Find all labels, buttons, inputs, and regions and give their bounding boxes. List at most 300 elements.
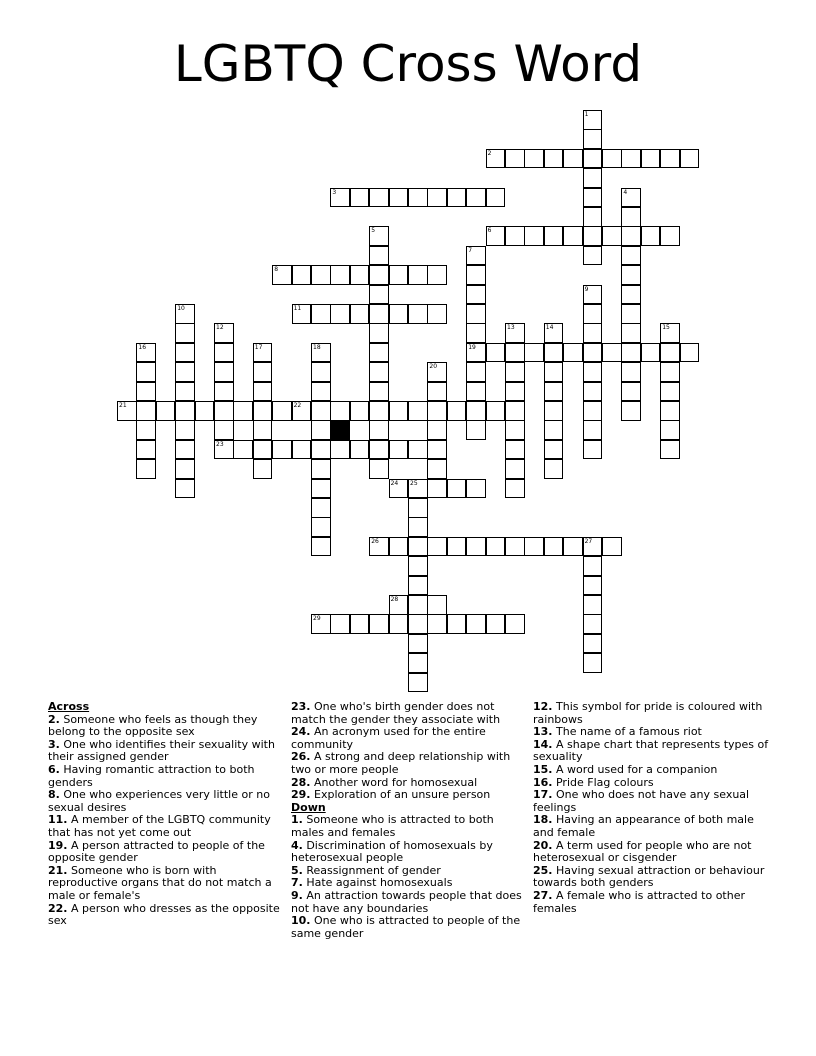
grid-cell[interactable]: [621, 304, 641, 324]
grid-cell[interactable]: [136, 343, 156, 363]
down-header: Down: [291, 800, 326, 814]
grid-cell[interactable]: [311, 537, 331, 557]
grid-cell[interactable]: [389, 614, 409, 634]
grid-cell[interactable]: [253, 362, 273, 382]
grid-cell[interactable]: [214, 382, 234, 402]
clue-number: 19: [468, 343, 476, 351]
clue-number: 5: [371, 227, 376, 235]
grid-cell[interactable]: [369, 537, 389, 557]
grid-cell[interactable]: [583, 110, 603, 130]
grid-cell[interactable]: [427, 382, 447, 402]
across-clue: 6. Having romantic attraction to both genders: [48, 762, 255, 789]
grid-cell[interactable]: [641, 343, 661, 363]
grid-cell[interactable]: [583, 420, 603, 440]
grid-cell[interactable]: [311, 401, 331, 421]
grid-cell[interactable]: [369, 188, 389, 208]
grid-cell[interactable]: [408, 556, 428, 576]
grid-cell[interactable]: [175, 343, 195, 363]
grid-cell[interactable]: [272, 265, 292, 285]
grid-cell[interactable]: [311, 517, 331, 537]
down-clue: 5. Reassignment of gender: [291, 863, 441, 877]
clue-number: 7: [468, 246, 473, 254]
grid-cell[interactable]: [136, 440, 156, 460]
grid-cell[interactable]: [369, 226, 389, 246]
grid-cell[interactable]: [583, 576, 603, 596]
grid-cell[interactable]: [253, 343, 273, 363]
grid-cell[interactable]: [233, 440, 253, 460]
grid-cell[interactable]: [544, 323, 564, 343]
grid-cell[interactable]: [330, 440, 350, 460]
grid-cell[interactable]: [369, 440, 389, 460]
grid-cell[interactable]: [466, 537, 486, 557]
down-clue: 20. A term used for people who are not heterosexual or cisgender: [533, 838, 752, 865]
grid-cell[interactable]: [563, 343, 583, 363]
across-clue: 24. An acronym used for the entire community: [291, 725, 486, 751]
grid-cell[interactable]: [621, 226, 641, 246]
grid-cell[interactable]: [175, 401, 195, 421]
clue-column-3: [533, 701, 769, 915]
grid-cell[interactable]: [292, 265, 312, 285]
grid-cell[interactable]: [369, 459, 389, 479]
grid-cell[interactable]: [350, 614, 370, 634]
grid-cell[interactable]: [621, 401, 641, 421]
grid-cell[interactable]: [408, 517, 428, 537]
grid-cell[interactable]: [389, 537, 409, 557]
grid-cell[interactable]: [311, 479, 331, 499]
grid-cell[interactable]: [466, 420, 486, 440]
grid-cell[interactable]: [350, 188, 370, 208]
grid-cell[interactable]: [233, 401, 253, 421]
across-clue: 21. Someone who is born with reproductive organs that do not match a male or female's: [48, 863, 272, 902]
grid-cell[interactable]: [621, 188, 641, 208]
down-clue: 12. This symbol for pride is coloured with rainbows: [533, 700, 763, 726]
grid-cell[interactable]: [350, 440, 370, 460]
grid-cell[interactable]: [524, 343, 544, 363]
clue-number: 14: [545, 324, 554, 332]
grid-cell[interactable]: [311, 498, 331, 518]
grid-cell[interactable]: [583, 168, 603, 188]
grid-cell[interactable]: [602, 149, 622, 169]
clue-number: 16: [138, 343, 147, 351]
across-clue: 22. A person who dresses as the opposite sex: [48, 901, 280, 928]
grid-cell[interactable]: [369, 362, 389, 382]
grid-cell[interactable]: [621, 265, 641, 285]
grid-cell[interactable]: [466, 479, 486, 499]
grid-cell[interactable]: [660, 226, 680, 246]
grid-cell[interactable]: [311, 304, 331, 324]
grid-cell[interactable]: [408, 537, 428, 557]
grid-cell[interactable]: [389, 188, 409, 208]
grid-cell[interactable]: [408, 188, 428, 208]
grid-cell[interactable]: [602, 537, 622, 557]
grid-cell[interactable]: [544, 401, 564, 421]
grid-cell[interactable]: [369, 614, 389, 634]
grid-cell[interactable]: [583, 537, 603, 557]
grid-cell[interactable]: [136, 420, 156, 440]
grid-cell[interactable]: [330, 265, 350, 285]
grid-cell[interactable]: [524, 149, 544, 169]
down-clue: 25. Having sexual attraction or behaviour towards both genders: [533, 863, 765, 890]
clue-number: 17: [254, 343, 263, 351]
grid-cell[interactable]: [466, 614, 486, 634]
grid-cell[interactable]: [253, 440, 273, 460]
across-clue: 19. A person attracted to people of the opposite gender: [48, 838, 265, 865]
clue-column-1: [48, 701, 284, 928]
grid-cell[interactable]: [486, 343, 506, 363]
grid-cell[interactable]: [427, 440, 447, 460]
grid-cell[interactable]: [136, 401, 156, 421]
grid-cell[interactable]: [447, 401, 467, 421]
grid-cell[interactable]: [408, 401, 428, 421]
down-clue: 1. Someone who is attracted to both males and females: [291, 813, 494, 839]
grid-cell[interactable]: [408, 479, 428, 499]
grid-cell[interactable]: [214, 323, 234, 343]
down-clue-list-continued: [533, 701, 769, 915]
grid-cell[interactable]: [641, 149, 661, 169]
down-clue-list: [291, 814, 527, 940]
grid-cell[interactable]: [175, 440, 195, 460]
grid-cell[interactable]: [369, 382, 389, 402]
grid-cell[interactable]: [272, 440, 292, 460]
grid-cell[interactable]: [621, 362, 641, 382]
down-clue: 18. Having an appearance of both male and female: [533, 813, 754, 839]
grid-cell[interactable]: [583, 653, 603, 673]
grid-cell[interactable]: [505, 479, 525, 499]
grid-cell[interactable]: [408, 576, 428, 596]
grid-cell[interactable]: [117, 401, 137, 421]
grid-cell[interactable]: [660, 323, 680, 343]
across-clue: 2. Someone who feels as though they belong to the opposite sex: [48, 712, 258, 739]
grid-cell[interactable]: [311, 343, 331, 363]
clue-number: 28: [390, 596, 399, 603]
grid-cell[interactable]: [408, 304, 428, 324]
grid-cell[interactable]: [544, 343, 564, 363]
grid-cell[interactable]: [563, 226, 583, 246]
grid-cell[interactable]: [330, 304, 350, 324]
across-header: Across: [48, 700, 90, 713]
across-clue: 11. A member of the LGBTQ community that has not yet come out: [48, 813, 271, 839]
grid-cell[interactable]: [427, 265, 447, 285]
grid-cell[interactable]: [486, 188, 506, 208]
grid-cell[interactable]: [583, 401, 603, 421]
grid-cell[interactable]: [427, 595, 447, 615]
grid-cell[interactable]: [466, 382, 486, 402]
grid-cell[interactable]: [660, 440, 680, 460]
grid-cell[interactable]: [427, 188, 447, 208]
grid-cell[interactable]: [466, 304, 486, 324]
grid-cell[interactable]: [408, 673, 428, 693]
grid-cell[interactable]: [583, 188, 603, 208]
grid-cell[interactable]: [292, 304, 312, 324]
clue-number: 2: [487, 149, 492, 157]
grid-cell[interactable]: [136, 459, 156, 479]
grid-cell[interactable]: [408, 634, 428, 654]
grid-cell[interactable]: [350, 304, 370, 324]
grid-cell[interactable]: [505, 323, 525, 343]
grid-cell[interactable]: [466, 401, 486, 421]
grid-cell[interactable]: [660, 149, 680, 169]
clue-number: 13: [507, 324, 515, 332]
grid-cell[interactable]: [195, 401, 215, 421]
grid-cell[interactable]: [544, 459, 564, 479]
down-clue: 9. An attraction towards people that does not have any boundaries: [291, 888, 522, 915]
clue-number: 11: [293, 305, 302, 312]
grid-cell[interactable]: [408, 265, 428, 285]
grid-cell[interactable]: [330, 614, 350, 634]
grid-cell[interactable]: [486, 614, 506, 634]
grid-cell[interactable]: [660, 343, 680, 363]
grid-cell[interactable]: [427, 401, 447, 421]
grid-cell[interactable]: [350, 401, 370, 421]
across-clue: 29. Exploration of an unsure person: [291, 788, 491, 802]
clue-number: 9: [584, 285, 589, 293]
grid-cell[interactable]: [583, 634, 603, 654]
across-clue-list: [48, 714, 284, 928]
grid-cell[interactable]: [621, 285, 641, 305]
grid-cell[interactable]: [680, 343, 700, 363]
grid-cell[interactable]: [466, 362, 486, 382]
grid-cell[interactable]: [369, 285, 389, 305]
grid-cell[interactable]: [602, 343, 622, 363]
grid-cell[interactable]: [660, 382, 680, 402]
grid-cell[interactable]: [466, 323, 486, 343]
grid-cell[interactable]: [505, 420, 525, 440]
grid-cell[interactable]: [544, 382, 564, 402]
across-clue: 3. One who identifies their sexuality with their assigned gender: [48, 737, 275, 764]
clue-number: 20: [429, 363, 438, 371]
grid-cell[interactable]: [175, 479, 195, 499]
grid-cell[interactable]: [311, 420, 331, 440]
grid-cell[interactable]: [563, 537, 583, 557]
grid-cell[interactable]: [175, 382, 195, 402]
grid-cell[interactable]: [389, 304, 409, 324]
grid-cell[interactable]: [427, 362, 447, 382]
grid-cell[interactable]: [369, 246, 389, 266]
grid-cell[interactable]: [505, 343, 525, 363]
grid-cell[interactable]: [660, 420, 680, 440]
grid-cell[interactable]: [447, 614, 467, 634]
grid-cell[interactable]: [369, 265, 389, 285]
grid-cell[interactable]: [544, 420, 564, 440]
clue-number: 18: [313, 343, 321, 351]
grid-cell[interactable]: [583, 207, 603, 227]
grid-cell[interactable]: [505, 362, 525, 382]
grid-cell[interactable]: [583, 556, 603, 576]
clue-number: 27: [584, 537, 593, 545]
grid-cell[interactable]: [272, 401, 292, 421]
grid-cell[interactable]: [330, 401, 350, 421]
grid-cell[interactable]: [389, 265, 409, 285]
grid-cell[interactable]: [505, 226, 525, 246]
grid-cell[interactable]: [544, 226, 564, 246]
grid-cell[interactable]: [253, 459, 273, 479]
grid-cell[interactable]: [253, 401, 273, 421]
grid-cell[interactable]: [466, 285, 486, 305]
grid-cell[interactable]: [427, 614, 447, 634]
grid-cell[interactable]: [583, 362, 603, 382]
grid-cell[interactable]: [505, 459, 525, 479]
clue-number: 26: [371, 537, 379, 545]
grid-cell[interactable]: [369, 323, 389, 343]
grid-cell[interactable]: [369, 420, 389, 440]
grid-cell[interactable]: [583, 129, 603, 149]
grid-cell[interactable]: [427, 304, 447, 324]
grid-cell[interactable]: [311, 440, 331, 460]
grid-cell[interactable]: [408, 595, 428, 615]
grid-cell[interactable]: [311, 459, 331, 479]
grid-cell[interactable]: [505, 537, 525, 557]
grid-cell[interactable]: [544, 149, 564, 169]
grid-cell[interactable]: [389, 440, 409, 460]
grid-cell[interactable]: [447, 188, 467, 208]
grid-cell[interactable]: [466, 246, 486, 266]
clue-number: 1: [584, 111, 589, 118]
clue-number: 29: [313, 615, 321, 623]
page-title: LGBTQ Cross Word: [173, 35, 643, 93]
grid-cell[interactable]: [544, 362, 564, 382]
grid-cell[interactable]: [214, 440, 234, 460]
grid-cell[interactable]: [389, 401, 409, 421]
grid-cell[interactable]: [524, 226, 544, 246]
grid-cell[interactable]: [505, 149, 525, 169]
grid-cell[interactable]: [311, 382, 331, 402]
clue-number: 25: [410, 479, 418, 487]
clue-number: 8: [274, 266, 279, 274]
clue-number: 24: [390, 479, 399, 487]
down-clue: 27. A female who is attracted to other females: [533, 888, 745, 915]
grid-cell[interactable]: [311, 362, 331, 382]
grid-cell[interactable]: [214, 401, 234, 421]
grid-cell[interactable]: [175, 362, 195, 382]
grid-cell[interactable]: [427, 537, 447, 557]
grid-cell[interactable]: [583, 149, 603, 169]
grid-cell[interactable]: [583, 595, 603, 615]
grid-cell[interactable]: [408, 498, 428, 518]
black-square: [330, 420, 350, 440]
grid-cell[interactable]: [660, 401, 680, 421]
grid-cell[interactable]: [660, 362, 680, 382]
grid-cell[interactable]: [583, 246, 603, 266]
grid-cell[interactable]: [330, 188, 350, 208]
grid-cell[interactable]: [505, 382, 525, 402]
grid-cell[interactable]: [583, 226, 603, 246]
down-clue: 7. Hate against homosexuals: [291, 876, 453, 890]
grid-cell[interactable]: [583, 323, 603, 343]
grid-cell[interactable]: [427, 479, 447, 499]
grid-cell[interactable]: [524, 537, 544, 557]
grid-cell[interactable]: [369, 304, 389, 324]
across-clue: 26. A strong and deep relationship with two or more people: [291, 750, 511, 776]
grid-cell[interactable]: [621, 246, 641, 266]
grid-cell[interactable]: [214, 343, 234, 363]
grid-cell[interactable]: [505, 614, 525, 634]
grid-cell[interactable]: [214, 420, 234, 440]
grid-cell[interactable]: [175, 459, 195, 479]
grid-cell[interactable]: [486, 149, 506, 169]
grid-cell[interactable]: [583, 343, 603, 363]
grid-cell[interactable]: [544, 537, 564, 557]
clue-number: 6: [487, 227, 492, 235]
grid-cell[interactable]: [136, 362, 156, 382]
grid-cell[interactable]: [621, 207, 641, 227]
grid-cell[interactable]: [175, 323, 195, 343]
grid-cell[interactable]: [486, 401, 506, 421]
grid-cell[interactable]: [505, 401, 525, 421]
clue-number: 10: [177, 305, 185, 312]
grid-cell[interactable]: [389, 595, 409, 615]
grid-cell[interactable]: [583, 304, 603, 324]
across-clue: 8. One who experiences very little or no sexual desires: [48, 788, 270, 814]
grid-cell[interactable]: [621, 343, 641, 363]
grid-cell[interactable]: [583, 285, 603, 305]
grid-cell[interactable]: [292, 440, 312, 460]
clue-number: 23: [216, 440, 224, 448]
across-clue: 28. Another word for homosexual: [291, 775, 478, 789]
down-clue: 15. A word used for a companion: [533, 762, 718, 776]
down-clue: 10. One who is attracted to people of the same gender: [291, 914, 521, 940]
grid-cell[interactable]: [563, 149, 583, 169]
clue-number: 12: [216, 324, 224, 332]
grid-cell[interactable]: [486, 226, 506, 246]
grid-cell[interactable]: [505, 440, 525, 460]
grid-cell[interactable]: [447, 537, 467, 557]
grid-cell[interactable]: [621, 323, 641, 343]
clue-number: 15: [662, 324, 670, 332]
grid-cell[interactable]: [136, 382, 156, 402]
grid-cell[interactable]: [427, 420, 447, 440]
grid-cell[interactable]: [292, 401, 312, 421]
grid-cell[interactable]: [641, 226, 661, 246]
grid-cell[interactable]: [427, 459, 447, 479]
down-clue: 16. Pride Flag colours: [533, 775, 654, 789]
grid-cell[interactable]: [369, 343, 389, 363]
grid-cell[interactable]: [486, 537, 506, 557]
grid-cell[interactable]: [544, 440, 564, 460]
grid-cell[interactable]: [583, 382, 603, 402]
grid-cell[interactable]: [466, 343, 486, 363]
clue-number: 4: [623, 188, 628, 196]
down-clue: 13. The name of a famous riot: [533, 725, 702, 739]
grid-cell[interactable]: [253, 382, 273, 402]
grid-cell[interactable]: [311, 614, 331, 634]
grid-cell[interactable]: [408, 653, 428, 673]
grid-cell[interactable]: [175, 420, 195, 440]
clue-number: 3: [332, 188, 337, 196]
grid-cell[interactable]: [466, 188, 486, 208]
grid-cell[interactable]: [350, 265, 370, 285]
grid-cell[interactable]: [156, 401, 176, 421]
grid-cell[interactable]: [175, 304, 195, 324]
grid-cell[interactable]: [583, 440, 603, 460]
grid-cell[interactable]: [621, 149, 641, 169]
clue-column-2: [291, 701, 527, 940]
grid-cell[interactable]: [621, 382, 641, 402]
grid-cell[interactable]: [583, 614, 603, 634]
grid-cell[interactable]: [214, 362, 234, 382]
down-clue: 14. A shape chart that represents types of sexuality: [533, 737, 769, 764]
grid-cell[interactable]: [466, 265, 486, 285]
grid-cell[interactable]: [447, 479, 467, 499]
clue-number: 22: [293, 402, 302, 409]
grid-cell[interactable]: [680, 149, 700, 169]
grid-cell[interactable]: [408, 440, 428, 460]
grid-cell[interactable]: [253, 420, 273, 440]
grid-cell[interactable]: [311, 265, 331, 285]
grid-cell[interactable]: [389, 479, 409, 499]
grid-cell[interactable]: [408, 614, 428, 634]
grid-cell[interactable]: [602, 226, 622, 246]
grid-cell[interactable]: [369, 401, 389, 421]
